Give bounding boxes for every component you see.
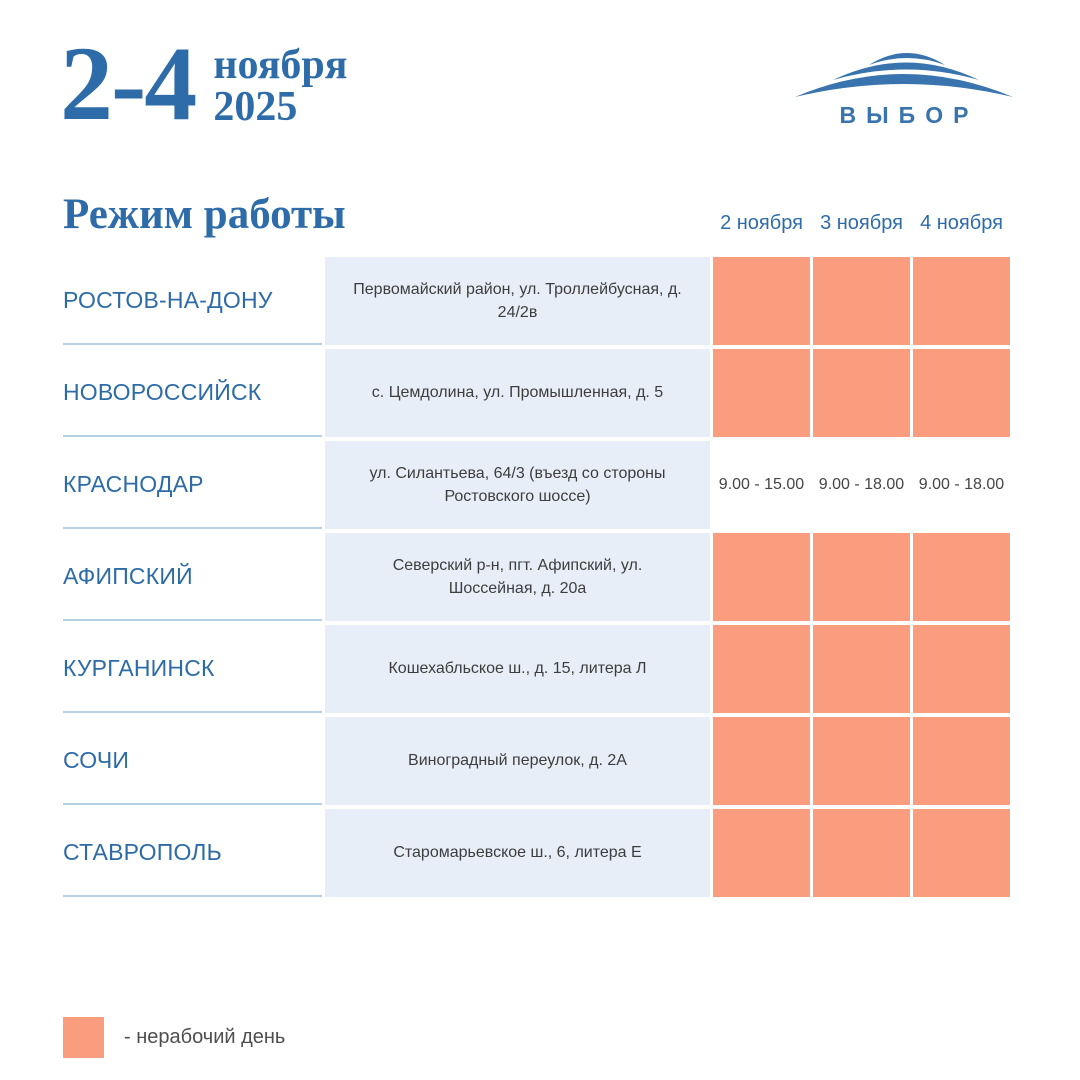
address-cell: Первомайский район, ул. Троллейбусная, д. 24/2в — [325, 257, 710, 345]
day-cell — [813, 809, 910, 897]
table-row — [63, 809, 1010, 897]
address-cell: ул. Силантьева, 64/3 (въезд со стороны Ростовского шоссе) — [325, 441, 710, 529]
city-name: КРАСНОДАР — [63, 441, 322, 529]
day-cell — [713, 349, 810, 437]
logo-wordmark: ВЫБОР — [839, 102, 979, 128]
day-cell — [913, 349, 1010, 437]
column-header-day-3: 4 ноября — [920, 212, 1003, 234]
day-cell: 9.00 - 18.00 — [813, 441, 910, 529]
day-cell — [913, 533, 1010, 621]
table-row — [63, 257, 1010, 345]
day-cell — [813, 533, 910, 621]
address-cell: Старомарьевское ш., 6, литера Е — [325, 809, 710, 897]
day-cell — [713, 809, 810, 897]
address-cell: Виноградный переулок, д. 2А — [325, 717, 710, 805]
year-label: 2025 — [213, 84, 298, 130]
day-cell: 9.00 - 18.00 — [913, 441, 1010, 529]
day-cell — [813, 349, 910, 437]
month-year-block — [213, 44, 347, 128]
company-logo — [793, 44, 1015, 129]
day-cell — [913, 809, 1010, 897]
day-cell — [713, 533, 810, 621]
day-cell — [713, 257, 810, 345]
address-cell: Кошехабльское ш., д. 15, литера Л — [325, 625, 710, 713]
address-cell: Северский р-н, пгт. Афипский, ул. Шоссейная, д. 20а — [325, 533, 710, 621]
city-name: КУРГАНИНСК — [63, 625, 322, 713]
table-row — [63, 717, 1010, 805]
logo-arcs-icon — [793, 44, 1015, 100]
day-cell: 9.00 - 15.00 — [713, 441, 810, 529]
table-row — [63, 533, 1010, 621]
page-title: Режим работы — [63, 191, 346, 238]
column-header-day-2: 3 ноября — [820, 212, 903, 234]
table-row — [63, 441, 1010, 529]
day-cell — [713, 625, 810, 713]
column-header-day-1: 2 ноября — [720, 212, 803, 234]
day-cell — [713, 717, 810, 805]
date-range-block — [60, 25, 348, 142]
address-cell: с. Цемдолина, ул. Промышленная, д. 5 — [325, 349, 710, 437]
day-cell — [813, 625, 910, 713]
legend-label: - нерабочий день — [124, 1026, 286, 1048]
day-cell — [913, 625, 1010, 713]
day-cell — [813, 257, 910, 345]
city-name: СТАВРОПОЛЬ — [63, 809, 322, 897]
city-name: СОЧИ — [63, 717, 322, 805]
city-name: РОСТОВ-НА-ДОНУ — [63, 257, 322, 345]
city-name: АФИПСКИЙ — [63, 533, 322, 621]
table-row — [63, 349, 1010, 437]
table-row — [63, 625, 1010, 713]
legend — [63, 1017, 285, 1058]
date-range: 2-4 — [60, 25, 196, 142]
day-cell — [913, 717, 1010, 805]
closed-day-swatch — [63, 1017, 104, 1058]
month-label: ноября — [213, 42, 348, 88]
schedule-table — [63, 257, 1010, 897]
day-cell — [913, 257, 1010, 345]
city-name: НОВОРОССИЙСК — [63, 349, 322, 437]
day-cell — [813, 717, 910, 805]
